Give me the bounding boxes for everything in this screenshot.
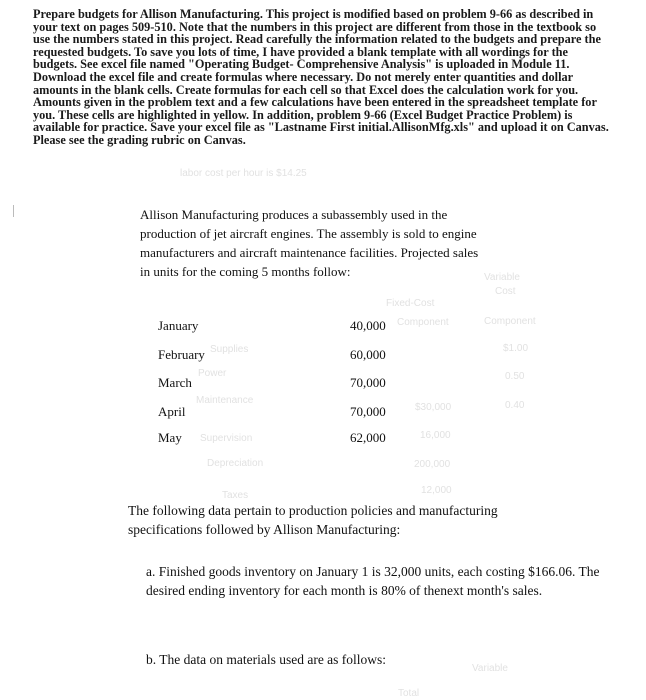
bleed-text: Taxes [222, 490, 249, 501]
bleed-text: Depreciation [207, 458, 264, 469]
units-value: 70,000 [350, 404, 386, 419]
margin-mark [13, 205, 14, 217]
item-b-materials: b. The data on materials used are as follows: [146, 652, 387, 667]
policy-intro: The following data pertain to production policies and manufacturing specifications followed by Allison Manufacturing: [128, 503, 498, 537]
instructions-text: Prepare budgets for Allison Manufacturing. This project is modified based on problem 9-66 as described in your text on pages 509-510. Note that the numbers in this project are different from those in the textbook so use the numbers stated in this project. Read carefully the information related to the budgets and prepare the requested budgets. To save you lots of time, I have provided a blank template with all wordings for the budgets. See excel file named "Operating Budget- Comprehensive Analysis" is uploaded in Module 11. Download the excel file and create formulas where necessary. Do not merely enter quantities and dollar amounts in the blank cells. Create formulas for each cell so that Excel does the calculation work for you. Amounts given in the problem text and a few calculations have been entered in the spreadsheet template for you. These cells are highlighted in yellow. In addition, problem 9-66 (Excel Budget Practice Problem) is available for practice. Save your excel file as "Lastname First initial.AllisonMfg.xls" and upload it on Canvas. Please see the grading rubric on Canvas. [33, 7, 609, 147]
bleed-text: Variable [484, 272, 520, 283]
sales-row-april [158, 404, 398, 422]
bleed-text: $1.00 [503, 343, 529, 354]
units-value: 60,000 [350, 347, 386, 362]
item-a-finished-goods: a. Finished goods inventory on January 1 is 32,000 units, each costing $166.06. The desired ending inventory for each month is 80% of thenext month's sales. [146, 564, 600, 598]
month-label: April [158, 404, 186, 419]
bleed-text: Fixed-Cost [386, 298, 435, 309]
bleed-text: Component [484, 316, 536, 327]
bleed-text: labor cost per hour is $14.25 [180, 168, 307, 179]
month-label: May [158, 430, 182, 445]
bleed-text: Cost [495, 286, 516, 297]
units-value: 40,000 [350, 318, 386, 333]
bleed-text: Total [398, 688, 420, 699]
units-value: 70,000 [350, 375, 386, 390]
bleed-text: 12,000 [421, 485, 452, 496]
sales-row-may [158, 430, 398, 448]
bleed-text: Supervision [200, 433, 253, 444]
bleed-text: 200,000 [414, 459, 451, 470]
bleed-text: $30,000 [415, 402, 452, 413]
passage-text: Allison Manufacturing produces a subassembly used in the production of jet aircraft engines. The assembly is sold to engine manufacturers and aircraft maintenance facilities. Projected sales in units for the coming 5 months follow: [140, 207, 479, 279]
month-label: January [158, 318, 199, 333]
bleed-text: Variable [472, 663, 508, 674]
month-label: March [158, 375, 192, 390]
bleed-text: 16,000 [420, 430, 451, 441]
sales-row-february [158, 347, 398, 365]
bleed-text: Component [397, 317, 449, 328]
bleed-text: Power [198, 368, 227, 379]
bleed-text: 0.50 [505, 371, 525, 382]
month-label: February [158, 347, 205, 362]
units-value: 62,000 [350, 430, 386, 445]
sales-row-march [158, 375, 398, 393]
bleed-text: 0.40 [505, 400, 525, 411]
problem-passage [140, 205, 490, 281]
bleed-text: Supplies [210, 344, 249, 355]
assignment-instructions [33, 8, 613, 147]
bleed-text: Maintenance [196, 395, 254, 406]
sales-row-january [158, 318, 398, 336]
